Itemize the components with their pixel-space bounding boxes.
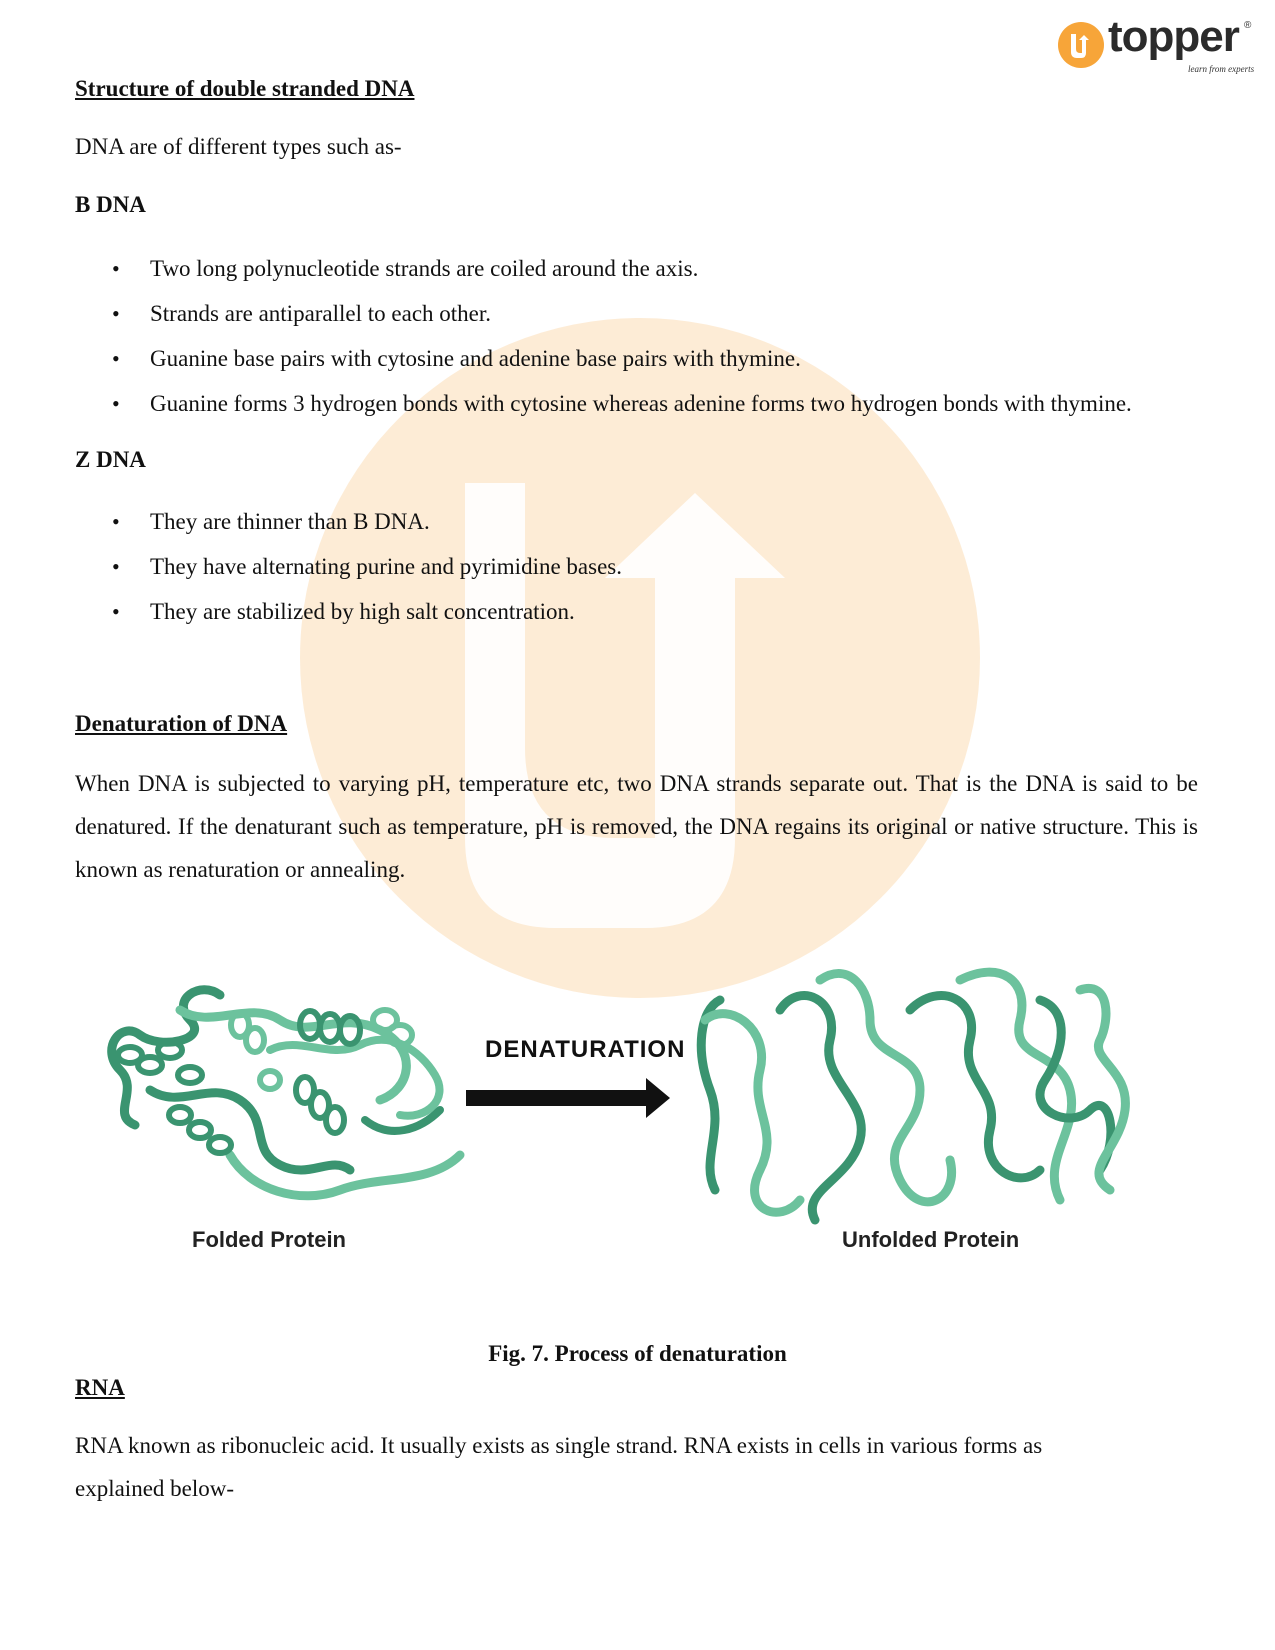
list-item: • They are thinner than B DNA. (112, 507, 622, 552)
b-dna-list (112, 254, 1132, 434)
list-item: • They are stabilized by high salt concentration. (112, 597, 622, 642)
list-item: • Guanine forms 3 hydrogen bonds with cytosine whereas adenine forms two hydrogen bonds with thymine. (112, 389, 1132, 434)
registered-mark: ® (1244, 20, 1252, 31)
z-dna-list (112, 507, 622, 642)
section-heading-rna: RNA (75, 1375, 125, 1400)
list-item: • Strands are antiparallel to each other. (112, 299, 1132, 344)
rna-paragraph: RNA known as ribonucleic acid. It usually exists as single strand. RNA exists in cells in various forms as explained below- (75, 1433, 1043, 1501)
denaturation-figure (80, 940, 1200, 1270)
protein-illustration (80, 940, 1200, 1270)
logo-tagline: learn from experts (1188, 64, 1255, 74)
unfolded-protein-label: Unfolded Protein (842, 1227, 1020, 1252)
intro-text: DNA are of different types such as- (75, 134, 402, 159)
list-item: • Two long polynucleotide strands are coiled around the axis. (112, 254, 1132, 299)
denaturation-paragraph: When DNA is subjected to varying pH, temperature etc, two DNA strands separate out. That is the DNA is said to be denatured. If the denaturant such as temperature, pH is removed, the DNA regains its original or native structure. This is known as renaturation or annealing. (75, 771, 1198, 882)
list-item: • Guanine base pairs with cytosine and adenine base pairs with thymine. (112, 344, 1132, 389)
section-heading-dna-structure: Structure of double stranded DNA (75, 76, 415, 101)
arrow-right-icon (466, 1078, 670, 1118)
brand-logo (1058, 12, 1258, 78)
subheading-b-dna: B DNA (75, 192, 146, 217)
folded-protein-label: Folded Protein (192, 1227, 346, 1252)
arrow-label: DENATURATION (485, 1036, 686, 1063)
logo-text: topper (1108, 12, 1239, 61)
folded-protein-icon (112, 990, 460, 1196)
unfolded-protein-icon (701, 972, 1125, 1220)
subheading-z-dna: Z DNA (75, 447, 146, 472)
logo-u-icon (1058, 22, 1104, 68)
list-item: • They have alternating purine and pyrimidine bases. (112, 552, 622, 597)
section-heading-denaturation: Denaturation of DNA (75, 711, 288, 736)
figure-caption: Fig. 7. Process of denaturation (488, 1341, 787, 1366)
